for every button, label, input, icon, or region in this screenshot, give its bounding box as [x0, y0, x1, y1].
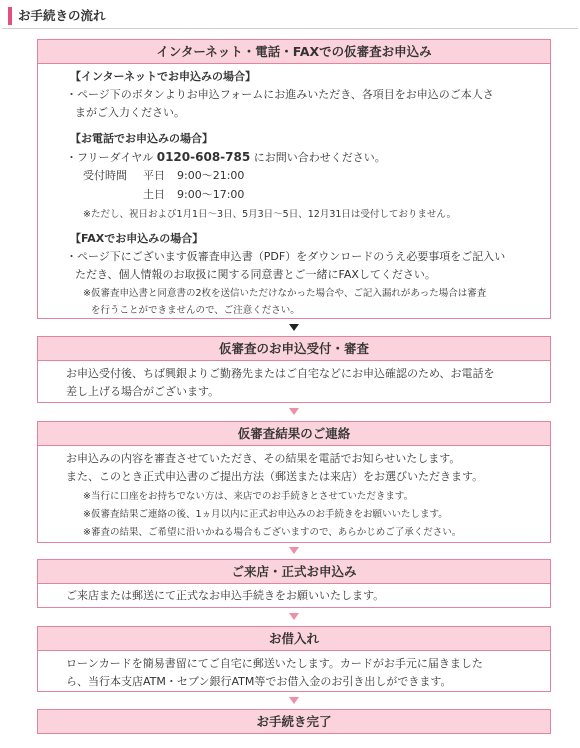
flow-arrow-icon [289, 547, 299, 554]
step-title: インターネット・電話・FAXでの仮審査お申込み [38, 40, 550, 64]
note-2: ※仮審査結果ご連絡の後、1ヵ月以内に正式お申込みのお手続きをお願いいたします。 [83, 509, 448, 520]
step-result [37, 421, 551, 543]
internet-line-2: まがご入力ください。 [75, 106, 185, 119]
page-title: お手続きの流れ [18, 8, 106, 23]
body-line-1: ご来店または郵送にて正式なお申込手続きをお願いいたします。 [66, 589, 385, 602]
phone-title: 【お電話でお申込みの場合】 [70, 132, 213, 145]
step-title: 仮審査結果のご連絡 [38, 422, 550, 446]
fax-note-2: を行うことができませんので、ご注意ください。 [91, 305, 300, 316]
weekday-label: 平日 [143, 169, 165, 182]
fax-line-2: ただき、個人情報のお取扱に関する同意書とご一緒にFAXしてください。 [75, 268, 436, 281]
fax-note-1: ※仮審査申込書と同意書の2枚を送信いただけなかった場合や、ご記入漏れがあった場合は審査 [83, 288, 487, 299]
step-title: お手続き完了 [38, 710, 550, 733]
saturday-hours: 9:00～17:00 [177, 188, 245, 201]
internet-title: 【インターネットでお申込みの場合】 [70, 70, 257, 83]
internet-line-1: ・ページ下のボタンよりお申込フォームにお進みいただき、各項目をお申込のご本人さ [66, 88, 494, 101]
step-screening [37, 336, 551, 403]
body-line-1: お申込受付後、ちば興銀よりご勤務先またはご自宅などにお申込確認のため、お電話を [66, 367, 495, 380]
note-3: ※審査の結果、ご希望に沿いかねる場合もございますので、あらかじめご了承ください。 [83, 527, 462, 538]
fax-title: 【FAXでお申込みの場合】 [70, 232, 204, 245]
body-line-1: お申込みの内容を審査させていただき、その結果を電話でお知らせいたします。 [66, 452, 461, 465]
body-line-2: ら、当行本支店ATM・セブン銀行ATM等でお借入金のお引き出しができます。 [66, 675, 452, 688]
body-line-1: ローンカードを簡易書留にてご自宅に郵送いたします。カードがお手元に届きました [66, 657, 483, 670]
step-complete [37, 709, 551, 734]
holiday-note: ※ただし、祝日および1月1日～3日、5月3日～5日、12月31日は受付しておりません。 [83, 209, 456, 220]
page-heading [2, 3, 578, 29]
step-title: お借入れ [38, 627, 550, 651]
step-title: 仮審査のお申込受付・審査 [38, 337, 550, 361]
step-title: ご来店・正式お申込み [38, 560, 550, 584]
phone-number: 0120-608-785 [156, 150, 251, 164]
hours-label: 受付時間 [83, 169, 127, 182]
step-application [37, 39, 551, 319]
phone-line [66, 148, 386, 167]
flow-arrow-icon [289, 324, 299, 331]
phone-suffix: にお問い合わせください。 [253, 151, 386, 164]
weekday-hours: 9:00～21:00 [177, 169, 245, 182]
flow-arrow-icon [289, 613, 299, 620]
step-borrow [37, 626, 551, 692]
note-1: ※当行に口座をお持ちでない方は、来店でのお手続きとさせていただきます。 [83, 491, 414, 502]
phone-prefix: ・フリーダイヤル [66, 151, 154, 164]
flow-arrow-icon [289, 408, 299, 415]
saturday-label: 土日 [143, 188, 165, 201]
heading-accent-bar [8, 7, 12, 25]
fax-line-1: ・ページ下にございます仮審査申込書（PDF）をダウンロードのうえ必要事項をご記入い [66, 250, 506, 263]
flow-arrow-icon [289, 697, 299, 704]
body-line-2: 差し上げる場合がございます。 [66, 385, 220, 398]
body-line-2: また、このとき正式申込書のご提出方法（郵送または来店）をお選びいただきます。 [66, 470, 484, 483]
step-visit [37, 559, 551, 608]
